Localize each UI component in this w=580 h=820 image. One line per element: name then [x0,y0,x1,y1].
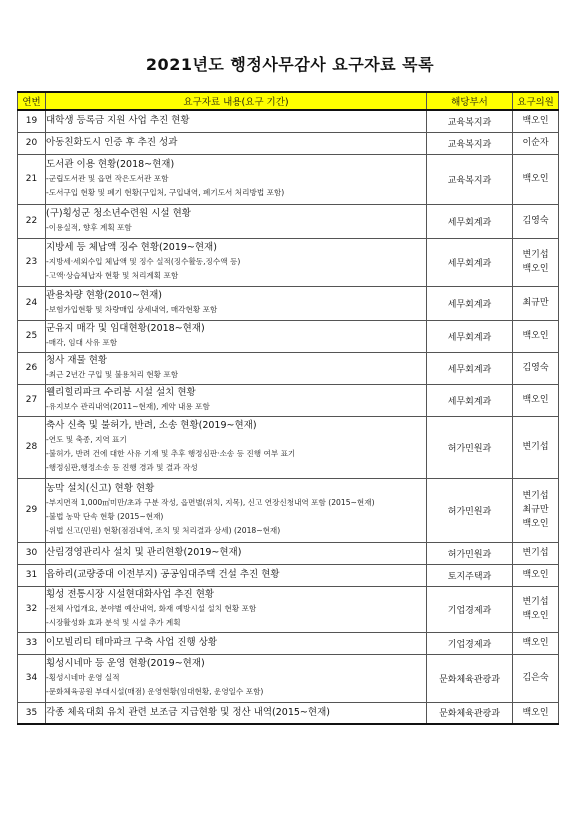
request-title: 웰리힐리파크 수리봉 시설 설치 현황 [46,387,196,398]
request-detail: -불허가, 반려 건에 대한 사유 기재 및 추후 행정심판·소송 등 진행 여부 표기 [46,449,296,458]
request-detail: -연도 및 축종, 지역 표기 [46,435,127,444]
member-name: 변기섭 [522,548,549,558]
row-number: 22 [18,204,46,238]
table-row [18,352,559,384]
requesting-member [513,132,559,154]
table-row [18,416,559,478]
row-number: 24 [18,286,46,320]
requesting-member [513,110,559,132]
member-name: 백오인 [522,395,549,405]
request-table [17,91,559,725]
request-title: 청사 재물 현황 [46,355,108,366]
request-title: 농막 설치(신고) 현황 현황 [46,483,155,494]
member-name: 김은숙 [522,673,549,683]
member-name: 변기섭 [522,491,549,501]
requesting-member [513,238,559,286]
request-title: 산림경영관리사 설치 및 관리현황(2019~현재) [46,547,242,558]
header-requester: 요구의원 [513,92,559,110]
request-content [46,204,427,238]
request-content [46,286,427,320]
header-content: 요구자료 내용(요구 기간) [46,92,427,110]
department: 세무회계과 [427,352,513,384]
department: 허가민원과 [427,478,513,542]
requesting-member [513,702,559,724]
table-row [18,654,559,702]
department: 교육복지과 [427,154,513,204]
requesting-member [513,286,559,320]
row-number: 19 [18,110,46,132]
table-row [18,238,559,286]
member-name: 김영숙 [522,216,549,226]
request-detail: -횡성시네마 운영 실적 [46,673,120,682]
row-number: 35 [18,702,46,724]
request-detail: -문화체육공원 부대시설(매점) 운영현황(임대현황, 운영일수 포함) [46,687,264,696]
request-content [46,154,427,204]
requesting-member [513,564,559,586]
row-number: 33 [18,632,46,654]
table-row [18,110,559,132]
row-number: 27 [18,384,46,416]
request-title: 군유지 매각 및 임대현황(2018~현재) [46,323,205,334]
header-dept: 해당부서 [427,92,513,110]
request-content [46,416,427,478]
member-name: 최규만 [522,505,549,515]
requesting-member [513,586,559,632]
table-row [18,586,559,632]
table-row [18,542,559,564]
request-detail: -보험가입현황 및 차량매입 상세내역, 매각현황 포함 [46,305,218,314]
department: 문화체육관광과 [427,654,513,702]
request-detail: -위법 신고(민원) 현황(점검내역, 조치 및 처리결과 상세) (2018~현재) [46,526,281,535]
request-content [46,586,427,632]
request-title: 아동친화도시 인증 후 추진 성과 [46,137,178,148]
requesting-member [513,654,559,702]
department: 교육복지과 [427,132,513,154]
request-content [46,132,427,154]
request-detail: -유지보수 관리내역(2011~현재), 계약 내용 포함 [46,402,210,411]
department: 허가민원과 [427,542,513,564]
request-detail: -전체 사업개요, 분야별 예산내역, 화재 예방시설 설치 현황 포함 [46,604,257,613]
header-no: 연번 [18,92,46,110]
member-name: 백오인 [522,174,549,184]
request-title: 횡성시네마 등 운영 현황(2019~현재) [46,658,205,669]
table-row [18,320,559,352]
member-name: 변기섭 [522,442,549,452]
table-row [18,132,559,154]
member-name: 변기섭 [522,597,549,607]
row-number: 25 [18,320,46,352]
row-number: 34 [18,654,46,702]
table-row [18,564,559,586]
request-detail: -고액·상습체납자 현황 및 처리계획 포함 [46,271,179,280]
requesting-member [513,204,559,238]
member-name: 이순자 [522,138,549,148]
table-row [18,286,559,320]
member-name: 김영숙 [522,363,549,373]
department: 문화체육관광과 [427,702,513,724]
request-title: 대학생 등록금 지원 사업 추진 현황 [46,115,190,127]
member-name: 백오인 [522,707,549,718]
member-name: 백오인 [522,611,549,621]
department: 교육복지과 [427,110,513,132]
table-row [18,204,559,238]
request-detail: -시장활성화 효과 분석 및 시설 추가 계획 [46,618,181,627]
request-title: 축사 신축 및 불허가, 반려, 소송 현황(2019~현재) [46,420,257,431]
request-content [46,320,427,352]
request-title: 관용차량 현황(2010~현재) [46,290,162,301]
member-name: 최규만 [522,298,549,308]
request-detail: -행정심판,행정소송 등 진행 경과 및 결과 작성 [46,463,198,472]
department: 기업경제과 [427,632,513,654]
department: 세무회계과 [427,204,513,238]
request-detail: -불법 농막 단속 현황 (2015~현재) [46,512,164,521]
table-row [18,632,559,654]
request-content [46,478,427,542]
request-detail: -최근 2년간 구입 및 불용처리 현황 포함 [46,370,179,379]
request-content [46,702,427,724]
member-name: 백오인 [522,570,549,580]
table-row [18,384,559,416]
request-title: 지방세 등 체납액 징수 현황(2019~현재) [46,242,217,253]
table-row [18,702,559,724]
request-content [46,654,427,702]
member-name: 백오인 [522,116,549,127]
request-detail: -매각, 임대 사유 포함 [46,338,118,347]
request-title: (구)횡성군 청소년수련원 시설 현황 [46,208,191,219]
row-number: 23 [18,238,46,286]
request-detail: -군립도서관 및 읍면 작은도서관 포함 [46,174,169,183]
request-detail: -이용실적, 향후 계획 포함 [46,223,132,232]
requesting-member [513,478,559,542]
table-row [18,478,559,542]
request-content [46,564,427,586]
request-content [46,632,427,654]
requesting-member [513,542,559,564]
row-number: 21 [18,154,46,204]
row-number: 28 [18,416,46,478]
row-number: 20 [18,132,46,154]
department: 세무회계과 [427,238,513,286]
department: 세무회계과 [427,384,513,416]
member-name: 백오인 [522,264,549,274]
request-title: 각종 체육대회 유치 관련 보조금 지급현황 및 정산 내역(2015~현재) [46,706,330,718]
row-number: 30 [18,542,46,564]
department: 기업경제과 [427,586,513,632]
request-content [46,238,427,286]
request-content [46,352,427,384]
page-title: 2021년도 행정사무감사 요구자료 목록 [145,55,435,74]
request-title: 도서관 이용 현황(2018~현재) [46,159,175,170]
request-detail: -도서구입 현황 및 폐기 현황(구입처, 구입내역, 폐기도서 처리방법 포함) [46,188,285,197]
member-name: 백오인 [522,331,549,341]
table-header-row [18,92,559,110]
requesting-member [513,416,559,478]
requesting-member [513,154,559,204]
department: 토지주택과 [427,564,513,586]
request-detail: -부지면적 1,000㎡미만/초과 구분 작성, 읍면별(위치, 지목), 신고 연장신청내역 포함 (2015~현재) [46,498,375,507]
row-number: 31 [18,564,46,586]
requesting-member [513,352,559,384]
request-content [46,384,427,416]
member-name: 변기섭 [522,250,549,260]
request-content [46,110,427,132]
request-title: 읍하리(교량중대 이전부지) 공공임대주택 건설 추진 현황 [46,569,280,580]
request-title: 이모빌리티 테마파크 구축 사업 진행 상황 [46,637,218,648]
table-row [18,154,559,204]
member-name: 백오인 [522,638,549,648]
requesting-member [513,384,559,416]
request-title: 횡성 전통시장 시설현대화사업 추진 현황 [46,589,215,600]
row-number: 32 [18,586,46,632]
request-content [46,542,427,564]
row-number: 26 [18,352,46,384]
row-number: 29 [18,478,46,542]
requesting-member [513,320,559,352]
member-name: 백오인 [522,519,549,529]
table-body [18,110,559,724]
department: 세무회계과 [427,286,513,320]
requesting-member [513,632,559,654]
department: 세무회계과 [427,320,513,352]
department: 허가민원과 [427,416,513,478]
request-detail: -지방세·세외수입 체납액 및 징수 실적(징수활동,징수액 등) [46,257,241,266]
